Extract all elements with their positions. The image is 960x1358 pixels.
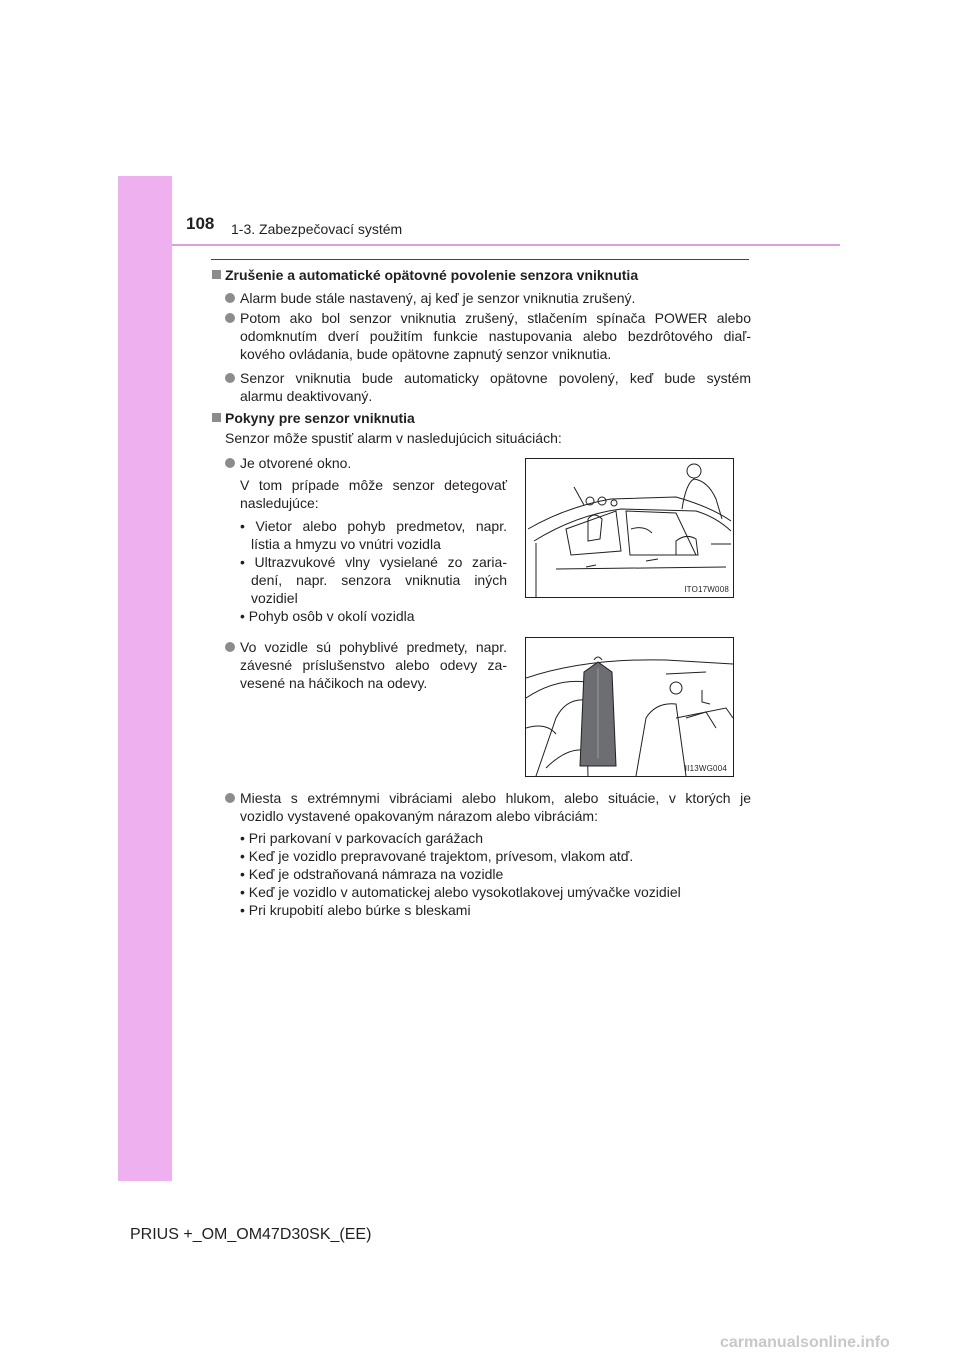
window-detect-line-2: nasledujúce: [240, 495, 319, 511]
vibration-bullet-line-1: Miesta s extrémnymi vibráciami alebo hlukom, alebo situácie, v ktorých je [240, 790, 751, 806]
header-rule [172, 244, 840, 246]
vibration-item-1: • Pri parkovaní v parkovacích garážach [240, 830, 484, 846]
car-interior-illustration [526, 638, 733, 776]
figure-code-label: II13WG004 [684, 764, 727, 773]
deactivation-bullet-3-line-2: alarmu deaktivovaný. [240, 388, 373, 404]
car-open-window-figure [525, 458, 734, 598]
objects-bullet-line-1: Vo vozidle sú pohyblivé predmety, napr. [240, 639, 507, 655]
deactivation-bullet-3-line-1: Senzor vniknutia bude automaticky opätovne povolený, keď bude systém [240, 370, 751, 386]
square-bullet-icon [212, 413, 221, 422]
content-top-rule [211, 259, 749, 260]
deactivation-bullet-1: Alarm bude stále nastavený, aj keď je senzor vniknutia zrušený. [240, 290, 636, 306]
square-bullet-icon [212, 270, 221, 279]
vibration-item-4: • Keď je vozidlo v automatickej alebo vysokotlakovej umývačke vozidiel [240, 884, 681, 900]
section-title: 1-3. Zabezpečovací systém [231, 221, 403, 237]
round-bullet-icon [225, 642, 235, 652]
vibration-item-2: • Keď je vozidlo prepravované trajektom, prívesom, vlakom atď. [240, 848, 634, 864]
page-number: 108 [186, 214, 215, 233]
window-sub-1-line-1: • Vietor alebo pohyb predmetov, napr. [240, 518, 507, 534]
precautions-intro: Senzor môže spustiť alarm v nasledujúcich situáciách: [225, 430, 562, 446]
deactivation-bullet-2-line-3: kového ovládania, bude opätovne zapnutý senzor vniknutia. [240, 346, 612, 362]
watermark-text: carmanualsonline.info [720, 1334, 890, 1351]
window-sub-2-line-2: dení, napr. senzora vniknutia iných [251, 572, 507, 588]
vibration-item-5: • Pri krupobití alebo búrke s bleskami [240, 902, 471, 918]
deactivation-bullet-2-line-1: Potom ako bol senzor vniknutia zrušený, stlačením spínača POWER alebo [240, 310, 751, 326]
deactivation-heading: Zrušenie a automatické opätovné povolenie senzora vniknutia [225, 267, 639, 283]
window-sub-3: • Pohyb osôb v okolí vozidla [240, 608, 415, 624]
vibration-bullet-line-2: vozidlo vystavené opakovaným nárazom alebo vibráciám: [240, 808, 598, 824]
precautions-heading: Pokyny pre senzor vniknutia [225, 410, 415, 426]
footer-model-code: PRIUS +_OM_OM47D30SK_(EE) [130, 1226, 372, 1243]
round-bullet-icon [225, 293, 235, 303]
window-bullet: Je otvorené okno. [240, 455, 352, 471]
objects-bullet-line-3: vesené na háčikoch na odevy. [240, 675, 428, 691]
round-bullet-icon [225, 793, 235, 803]
round-bullet-icon [225, 458, 235, 468]
chapter-sidebar-tab [118, 176, 172, 1181]
window-sub-2-line-1: • Ultrazvukové vlny vysielané zo zaria- [240, 554, 507, 570]
window-detect-line-1: V tom prípade môže senzor detegovať [240, 477, 507, 493]
window-sub-1-line-2: lístia a hmyzu vo vnútri vozidla [251, 536, 441, 552]
deactivation-bullet-2-line-2: odomknutím dverí použitím funkcie nastupovania alebo bezdrôtového diaľ- [240, 328, 751, 344]
objects-bullet-line-2: závesné príslušenstvo alebo odevy za- [240, 657, 507, 673]
window-sub-2-line-3: vozidiel [251, 590, 298, 606]
round-bullet-icon [225, 313, 235, 323]
car-interior-clothes-figure [525, 637, 734, 777]
car-open-window-illustration [526, 459, 733, 597]
vibration-item-3: • Keď je odstraňovaná námraza na vozidle [240, 866, 504, 882]
round-bullet-icon [225, 373, 235, 383]
figure-code-label: ITO17W008 [684, 585, 729, 594]
